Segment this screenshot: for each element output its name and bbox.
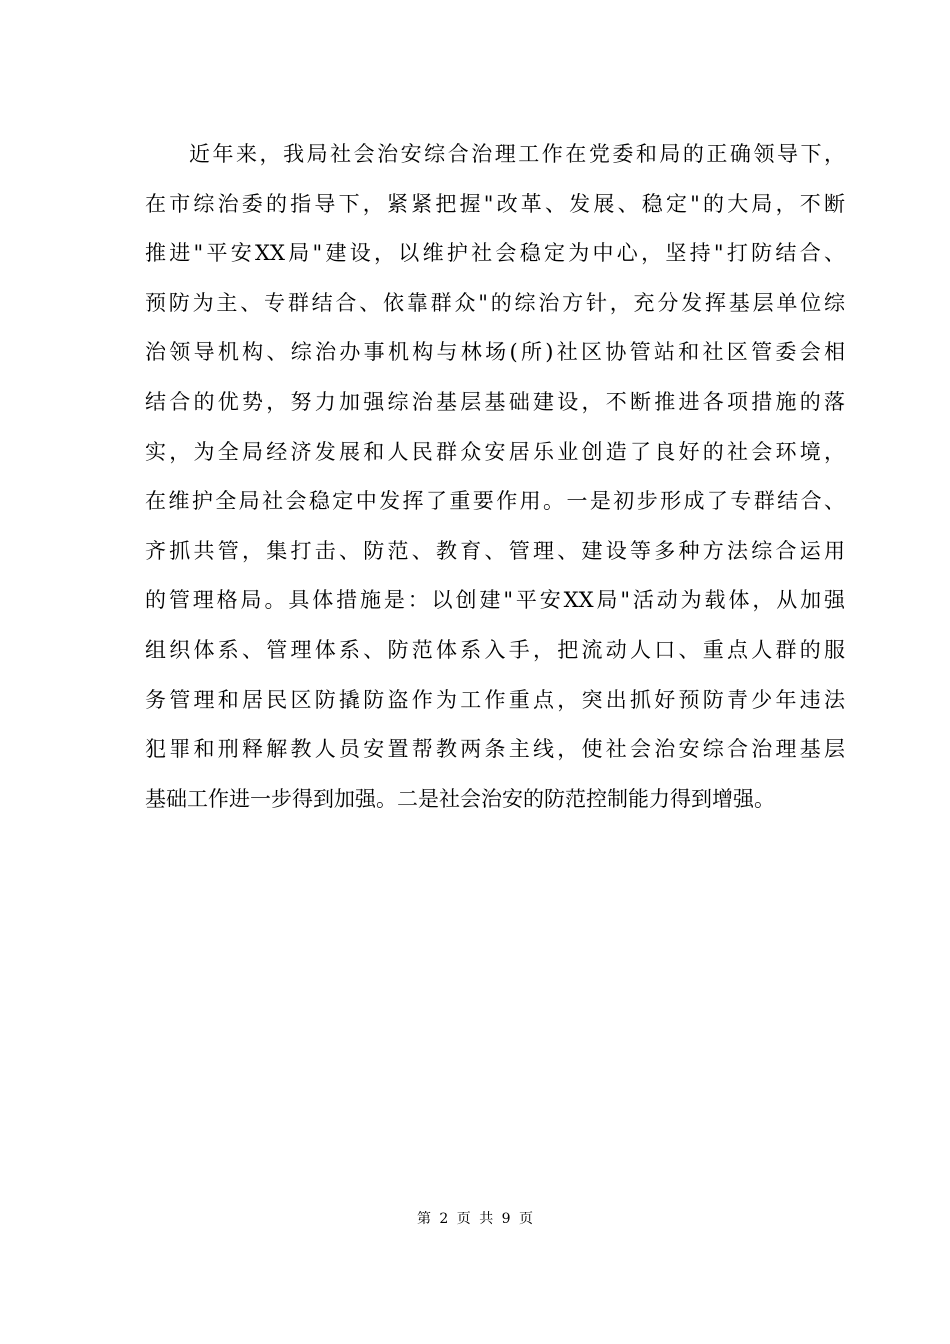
text-line: 推进"平安XX局"建设，以维护社会稳定为中心，坚持"打防结合、 — [145, 241, 845, 266]
text-line: 务管理和居民区防撬防盗作为工作重点，突出抓好预防青少年违法 — [145, 687, 845, 712]
body-paragraph — [145, 136, 845, 830]
text-line: 在维护全局社会稳定中发挥了重要作用。一是初步形成了专群结合、 — [145, 489, 845, 514]
page-number-footer: 第 2 页 共 9 页 — [416, 1211, 534, 1227]
text-line: 实，为全局经济发展和人民群众安居乐业创造了良好的社会环境， — [145, 439, 845, 464]
text-line: 基础工作进一步得到加强。二是社会治安的防范控制能力得到增强。 — [145, 786, 775, 811]
text-line: 的管理格局。具体措施是：以创建"平安XX局"活动为载体，从加强 — [145, 588, 845, 613]
text-line: 齐抓共管，集打击、防范、教育、管理、建设等多种方法综合运用 — [145, 538, 845, 563]
text-line: 结合的优势，努力加强综治基层基础建设，不断推进各项措施的落 — [145, 389, 845, 414]
text-line: 在市综治委的指导下，紧紧把握"改革、发展、稳定"的大局，不断 — [145, 191, 845, 216]
text-line: 犯罪和刑释解教人员安置帮教两条主线，使社会治安综合治理基层 — [145, 737, 845, 762]
text-line: 治领导机构、综治办事机构与林场(所)社区协管站和社区管委会相 — [145, 340, 845, 365]
text-line: 组织体系、管理体系、防范体系入手，把流动人口、重点人群的服 — [145, 637, 845, 662]
text-line: 预防为主、专群结合、依靠群众"的综治方针，充分发挥基层单位综 — [145, 290, 845, 315]
text-line: 近年来，我局社会治安综合治理工作在党委和局的正确领导下， — [189, 142, 845, 166]
